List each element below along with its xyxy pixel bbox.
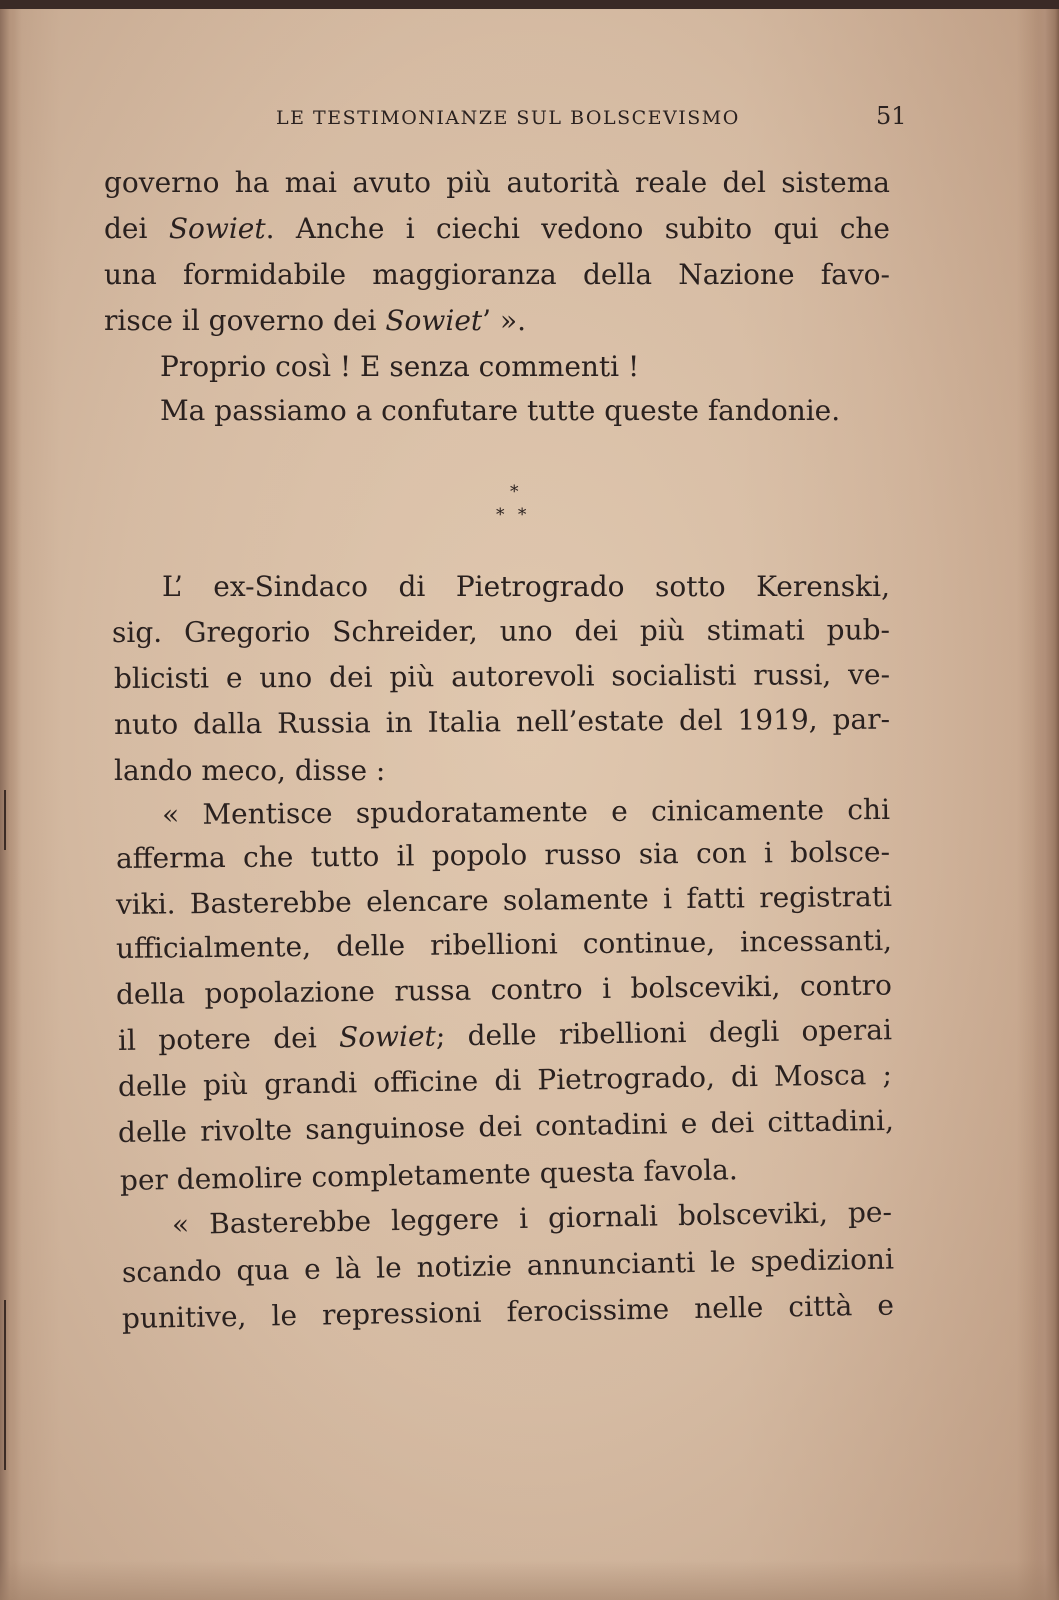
text-segment: ’ ». — [482, 304, 527, 337]
text-line — [104, 212, 890, 246]
text-line: lando meco, disse : — [114, 754, 386, 787]
text-line: della popolazione russa contro i bolsceviki, contro — [115, 968, 893, 1011]
section-separator-bottom: * * — [496, 505, 531, 525]
text-line: viki. Basterebbe elencare solamente i fatti registrati — [115, 879, 893, 921]
italic-word: Sowiet — [338, 1019, 437, 1054]
page-right-edge — [1033, 9, 1059, 1600]
text-line: governo ha mai avuto più autorità reale del sistema — [104, 166, 890, 199]
text-segment: il potere dei — [117, 1020, 340, 1057]
text-line — [118, 1013, 892, 1058]
text-line: sig. Gregorio Schreider, uno dei più stimati pub- — [111, 613, 891, 649]
running-title: LE TESTIMONIANZE SUL BOLSCEVISMO — [276, 107, 740, 129]
text-segment: ; delle ribellioni degli operai — [435, 1013, 893, 1053]
text-line: Ma passiamo a confutare tutte queste fandonie. — [160, 394, 841, 427]
text-line: delle più grandi officine di Pietrogrado, di Mosca ; — [117, 1057, 893, 1103]
text-line: « Basterebbe leggere i giornali bolsceviki, pe- — [171, 1195, 893, 1241]
binding-thread — [4, 790, 6, 850]
text-line: nuto dalla Russia in Italia nell’estate del 1919, par- — [113, 702, 891, 741]
page-bottom-edge — [0, 1560, 1059, 1600]
text-line: blicisti e uno dei più autorevoli socialisti russi, ve- — [113, 657, 891, 695]
text-line: L’ ex-Sindaco di Pietrogrado sotto Kerenski, — [162, 570, 890, 603]
text-line: per demolire completamente questa favola. — [119, 1153, 739, 1197]
text-segment: dei — [104, 212, 169, 245]
text-segment: risce il governo dei — [104, 304, 386, 337]
text-line: una formidabile maggioranza della Nazione favo- — [104, 258, 890, 291]
text-line: « Mentisce spudoratamente e cinicamente chi — [161, 792, 891, 831]
text-line: Proprio così ! E senza commenti ! — [160, 350, 640, 383]
text-line: afferma che tutto il popolo russo sia con i bolsce- — [115, 835, 891, 875]
text-segment: . Anche i ciechi vedono subito qui che — [265, 212, 890, 245]
binding-thread — [4, 1300, 6, 1470]
page-number: 51 — [876, 102, 907, 130]
section-separator-top: * — [510, 482, 519, 502]
text-line: punitive, le repressioni ferocissime nelle città e — [121, 1288, 895, 1335]
italic-word: Sowiet — [385, 304, 483, 337]
italic-word: Sowiet — [168, 212, 266, 245]
text-line: ufficialmente, delle ribellioni continue, incessanti, — [115, 923, 893, 965]
text-line: delle rivolte sanguinose dei contadini e dei cittadini, — [117, 1103, 895, 1149]
text-line — [104, 304, 890, 338]
page-top-edge — [0, 0, 1059, 9]
text-line: scando qua e là le notizie annuncianti le spedizioni — [121, 1242, 895, 1289]
